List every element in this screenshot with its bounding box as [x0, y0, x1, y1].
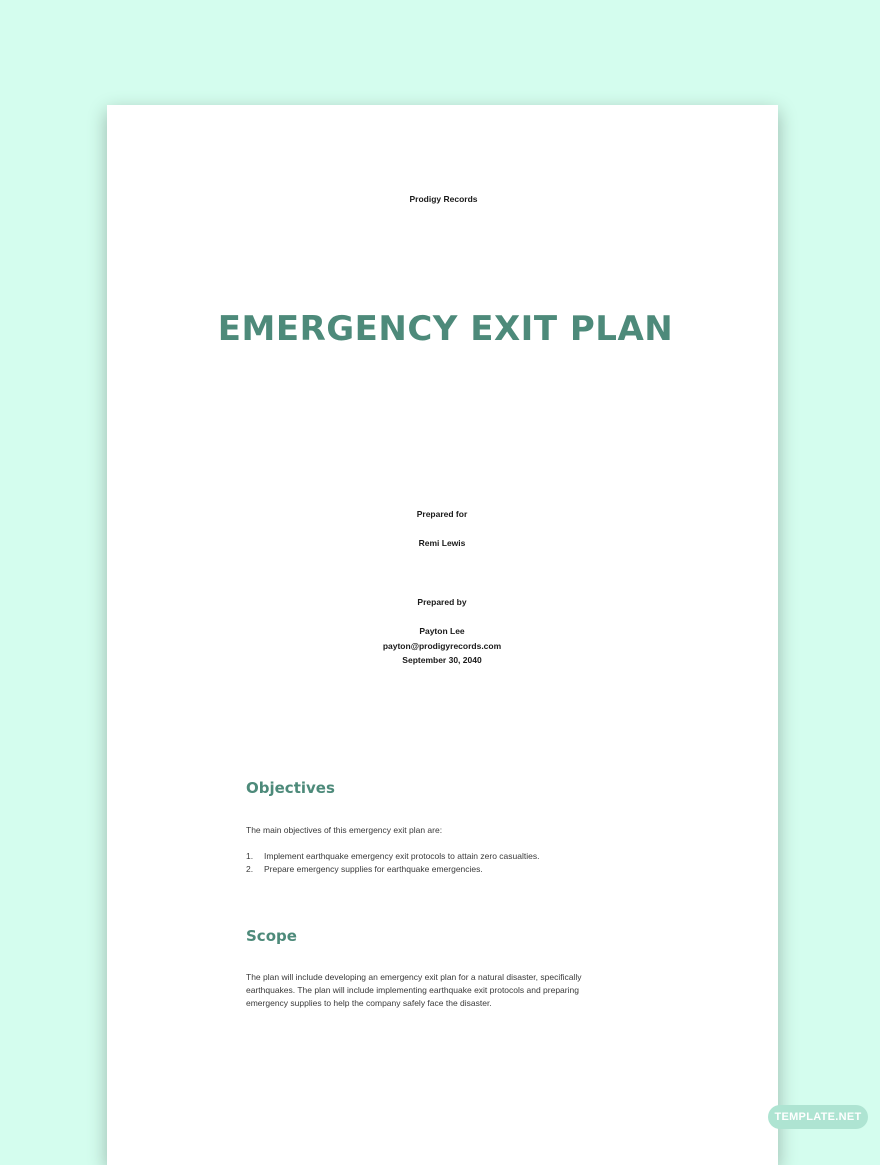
list-number: 1.	[246, 851, 254, 861]
prepared-by-name: Payton Lee	[419, 626, 465, 636]
objectives-heading: Objectives	[246, 779, 335, 797]
prepared-by-date: September 30, 2040	[402, 655, 482, 665]
objective-item	[246, 851, 539, 861]
prepared-for-label: Prepared for	[416, 509, 468, 519]
prepared-by-email: payton@prodigyrecords.com	[382, 641, 502, 651]
list-text: Prepare emergency supplies for earthquake emergencies.	[264, 864, 483, 874]
list-text: Implement earthquake emergency exit protocols to attain zero casualties.	[264, 851, 540, 861]
company-name: Prodigy Records	[409, 194, 478, 204]
prepared-for-name: Remi Lewis	[418, 538, 466, 548]
list-number: 2.	[246, 864, 254, 874]
document-title: EMERGENCY EXIT PLAN	[217, 309, 674, 349]
scope-text: The plan will include developing an emergency exit plan for a natural disaster, specifically earthquakes. The plan will include implementing earthquake exit protocols and preparing emergency supplies to help the company safely face the disaster.	[246, 972, 582, 1008]
objective-item	[246, 864, 483, 874]
prepared-by-label: Prepared by	[417, 597, 467, 607]
template-net-watermark[interactable]: TEMPLATE.NET	[768, 1105, 868, 1129]
objectives-intro: The main objectives of this emergency exit plan are:	[246, 825, 443, 835]
scope-heading: Scope	[246, 927, 297, 945]
document-page	[107, 105, 778, 1165]
